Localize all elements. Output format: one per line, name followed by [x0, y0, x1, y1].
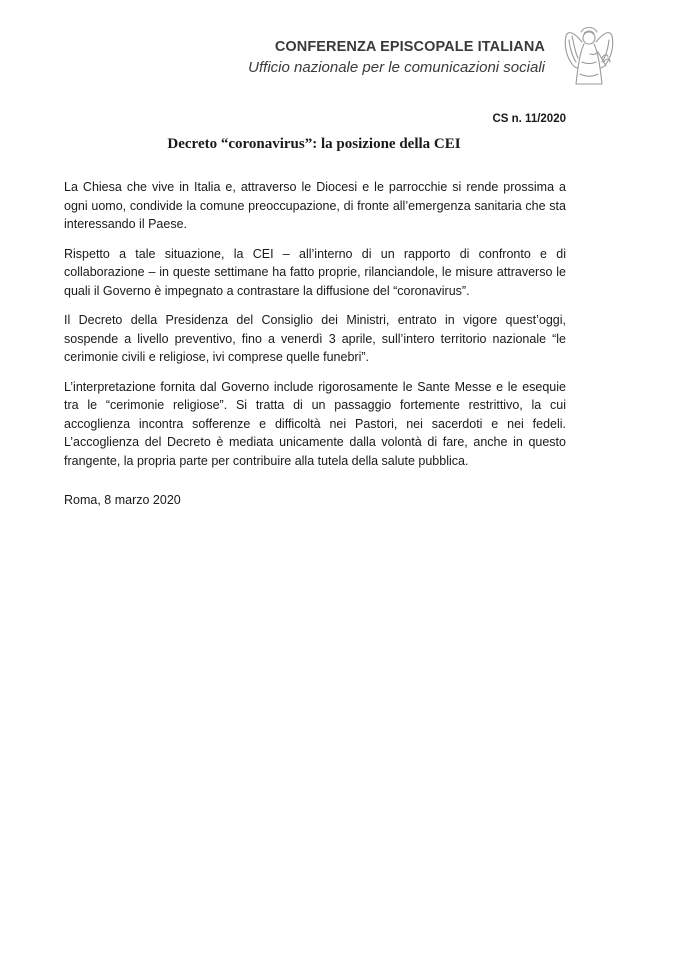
letterhead [248, 38, 545, 78]
org-name: CONFERENZA EPISCOPALE ITALIANA [274, 39, 545, 55]
place-date: Roma, 8 marzo 2020 [64, 493, 181, 507]
paragraph: La Chiesa che vive in Italia e, attraverso le Diocesi e le parrocchie si rende prossima a ogni uomo, condivide la comune preoccupazione, di fronte all’emergenza sanitaria che sta interessando il Paese. [64, 180, 566, 231]
paragraph: Rispetto a tale situazione, la CEI – all’interno di un rapporto di confronto e di collaborazione – in queste settimane ha fatto proprie, rilanciandole, le misure attraverso le quali il Governo è impegnato a contrastare la diffusione del “coronavirus”. [64, 246, 566, 298]
office-name: Ufficio nazionale per le comunicazioni sociali [248, 59, 545, 76]
document-body [64, 178, 566, 481]
angel-logo-icon [560, 22, 618, 90]
press-release-number: CS n. 11/2020 [492, 113, 566, 125]
paragraph: Il Decreto della Presidenza del Consiglio dei Ministri, entrato in vigore quest’oggi, sospende a livello preventivo, fino a venerdì 3 aprile, sull’intero territorio nazionale “le cerimonie civili e religiose, ivi comprese quelle funebri”. [64, 313, 566, 364]
paragraph: L’interpretazione fornita dal Governo include rigorosamente le Sante Messe e le esequie tra le “cerimonie religiose”. Si tratta di un passaggio fortemente restrittivo, la cui accoglienza incontra sofferenze e difficoltà nei Pastori, nei sacerdoti e nei fedeli. L’accoglienza del Decreto è mediata unicamente dalla volontà di fare, anche in questo frangente, la propria parte per contribuire alla tutela della salute pubblica. [64, 379, 566, 468]
document-title: Decreto “coronavirus”: la posizione della CEI [167, 136, 461, 152]
